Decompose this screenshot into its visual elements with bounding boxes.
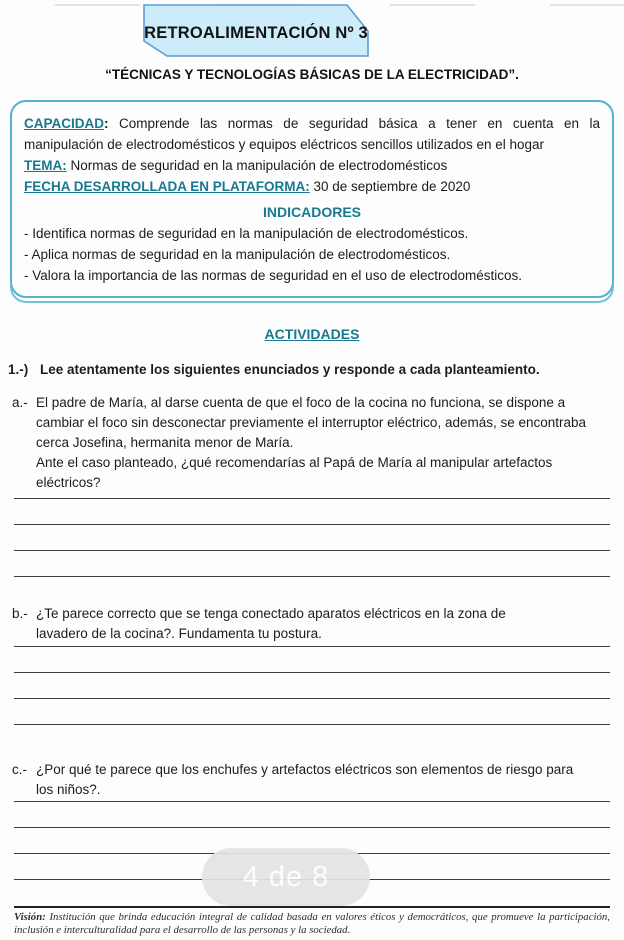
answer-line bbox=[14, 673, 610, 699]
tema-text: Normas de seguridad en la manipulación de electrodomésticos bbox=[66, 158, 448, 173]
answer-line bbox=[14, 699, 610, 725]
capacidad-colon: : bbox=[104, 116, 109, 131]
activities-heading: ACTIVIDADES bbox=[264, 326, 360, 342]
page-indicator-text: 4 de 8 bbox=[242, 860, 330, 893]
vision-text: Institución que brinda educación integral de calidad basada en valores éticos y democráticos, que promueve la participación, inclusión e interculturalidad para el desarrollo de las personas y la sociedad. bbox=[14, 911, 610, 936]
tema-paragraph bbox=[24, 155, 600, 176]
indicadores-heading: INDICADORES bbox=[262, 204, 361, 220]
vision-label: Visión: bbox=[14, 911, 46, 923]
page-indicator-pill bbox=[202, 848, 370, 906]
indicador-item: - Identifica normas de seguridad en la manipulación de electrodomésticos. bbox=[24, 226, 469, 241]
instruction-number: 1.-) bbox=[8, 362, 29, 377]
fecha-paragraph bbox=[24, 176, 600, 197]
question-number: b.- bbox=[12, 606, 28, 621]
question-block-c bbox=[12, 760, 584, 800]
question-text: Ante el caso planteado, ¿qué recomendarías al Papá de María al manipular artefactos eléctricos? bbox=[36, 455, 553, 490]
answer-line bbox=[14, 499, 610, 525]
question-text: ¿Por qué te parece que los enchufes y artefactos eléctricos son elementos de riesgo para los niños?. bbox=[36, 762, 574, 797]
question-block-a bbox=[12, 393, 612, 493]
info-box bbox=[10, 100, 614, 298]
answer-line bbox=[14, 647, 610, 673]
tema-label: TEMA: bbox=[24, 158, 67, 173]
fecha-label: FECHA DESARROLLADA EN PLATAFORMA: bbox=[24, 179, 310, 194]
question-block-b bbox=[12, 604, 560, 644]
capacidad-paragraph bbox=[24, 113, 600, 155]
question-text: El padre de María, al darse cuenta de que el foco de la cocina no funciona, se dispone a cambiar el foco sin desconectar previamente el interruptor eléctrico, además, se encontraba cerca Josefina, hermanita menor de María. bbox=[36, 395, 587, 450]
capacidad-text: Comprende las normas de seguridad básica a tener en cuenta en la manipulación de electrodomésticos y equipos eléctricos sencillos utilizados en el hogar bbox=[24, 116, 600, 152]
footer bbox=[14, 906, 610, 937]
document-subtitle: “TÉCNICAS Y TECNOLOGÍAS BÁSICAS DE LA ELECTRICIDAD”. bbox=[105, 67, 519, 82]
question-text: ¿Te parece correcto que se tenga conectado aparatos eléctricos en la zona de lavadero de la cocina?. Fundamenta tu postura. bbox=[36, 606, 506, 641]
question-number: c.- bbox=[12, 762, 27, 777]
instruction bbox=[8, 359, 568, 380]
title-banner bbox=[143, 4, 369, 57]
indicador-item: - Aplica normas de seguridad en la manipulación de electrodomésticos. bbox=[24, 247, 451, 262]
answer-line bbox=[14, 525, 610, 551]
instruction-text: Lee atentamente los siguientes enunciados y responde a cada planteamiento. bbox=[40, 362, 540, 377]
indicador-item: - Valora la importancia de las normas de seguridad en el uso de electrodomésticos. bbox=[24, 268, 523, 283]
page-title: RETROALIMENTACIÓN Nº 3 bbox=[144, 24, 368, 42]
answer-line bbox=[14, 802, 610, 828]
capacidad-label: CAPACIDAD bbox=[24, 116, 104, 131]
answer-line bbox=[14, 551, 610, 577]
fecha-text: 30 de septiembre de 2020 bbox=[309, 179, 471, 194]
question-number: a.- bbox=[12, 395, 28, 410]
